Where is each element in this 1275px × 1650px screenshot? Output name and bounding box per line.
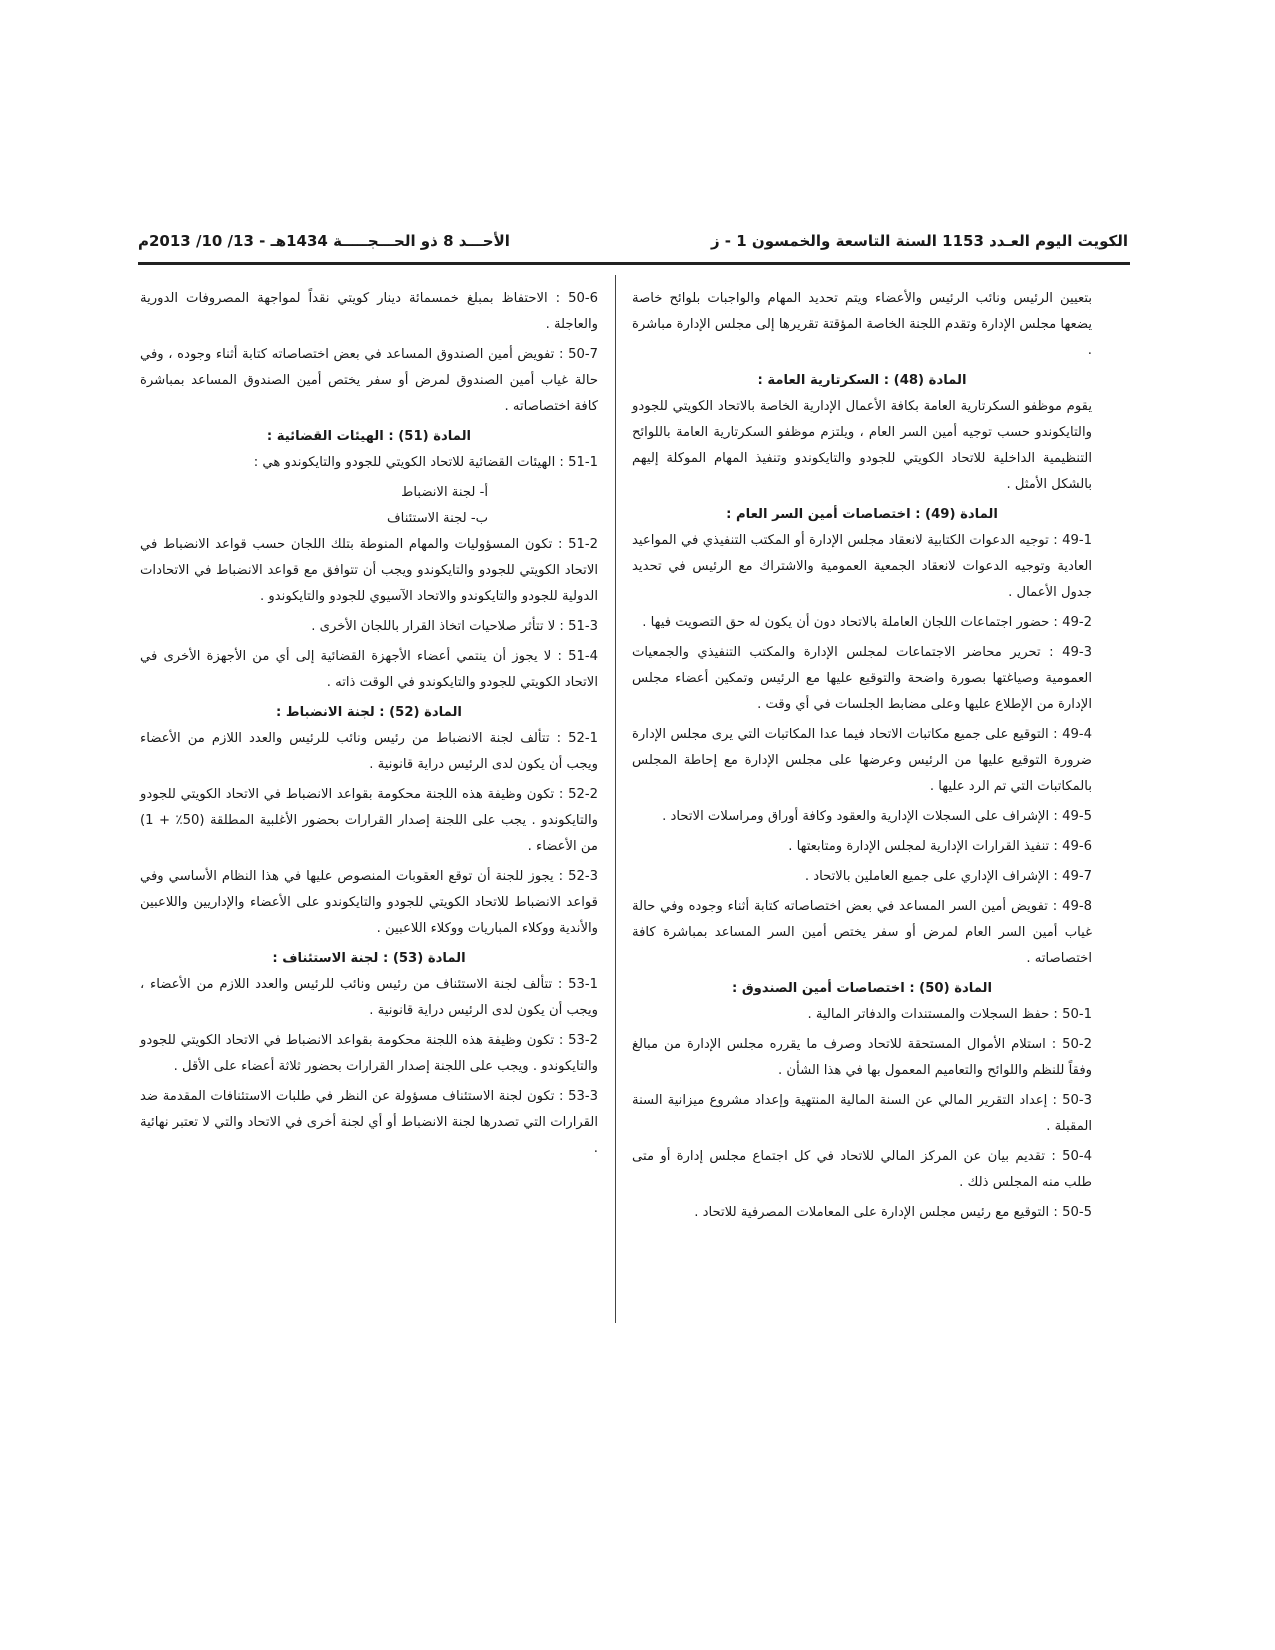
article-heading: المادة (48) : السكرتارية العامة : bbox=[757, 373, 967, 388]
clause-paragraph: 49-2 : حضور اجتماعات اللجان العاملة بالاتحاد دون أن يكون له حق التصويت فيها . bbox=[642, 615, 1092, 630]
left-column bbox=[140, 286, 598, 1166]
article-heading: المادة (52) : لجنة الانضباط : bbox=[276, 705, 462, 720]
clause-paragraph: 53-1 : تتألف لجنة الاستئناف من رئيس ونائب للرئيس والعدد اللازم من الأعضاء ، ويجب أن يكون لدى الرئيس دراية قانونية . bbox=[140, 977, 598, 1018]
clause-paragraph: يقوم موظفو السكرتارية العامة بكافة الأعمال الإدارية الخاصة بالاتحاد الكويتي للجودو والتايكوندو حسب توجيه أمين السر العام ، ويلتزم موظفو السكرتارية العامة باللوائح التنظيمية الداخلية للاتحاد الكويتي للجودو والتايكوندو وتنفيذ المهام الموكلة إليهم بالشكل الأمثل . bbox=[632, 399, 1092, 492]
clause-paragraph: 52-3 : يجوز للجنة أن توقع العقوبات المنصوص عليها في هذا النظام الأساسي وفي قواعد الانضباط للاتحاد الكويتي للجودو والتايكوندو على الأعضاء والإداريين واللاعبين والأندية ووكلاء المباريات ووكلاء اللاعبين . bbox=[140, 869, 598, 936]
clause-paragraph: 49-6 : تنفيذ القرارات الإدارية لمجلس الإدارة ومتابعتها . bbox=[788, 839, 1092, 854]
clause-paragraph: 50-2 : استلام الأموال المستحقة للاتحاد وصرف ما يقرره مجلس الإدارة من مبالغ وفقاً للنظم واللوائح والتعاميم المعمول بها في هذا الشأن . bbox=[632, 1037, 1092, 1078]
clause-paragraph: 50-5 : التوقيع مع رئيس مجلس الإدارة على المعاملات المصرفية للاتحاد . bbox=[694, 1205, 1092, 1220]
clause-paragraph: 49-5 : الإشراف على السجلات الإدارية والعقود وكافة أوراق ومراسلات الاتحاد . bbox=[662, 809, 1092, 824]
clause-paragraph: 50-1 : حفظ السجلات والمستندات والدفاتر المالية . bbox=[807, 1007, 1092, 1022]
clause-paragraph: 49-7 : الإشراف الإداري على جميع العاملين بالاتحاد . bbox=[804, 869, 1092, 884]
header-issue-info: الكويت اليوم العـدد 1153 السنة التاسعة والخمسون 1 - ز bbox=[710, 232, 1128, 250]
list-item: أ- لجنة الانضباط bbox=[401, 485, 488, 500]
clause-paragraph: 49-3 : تحرير محاضر الاجتماعات لمجلس الإدارة والمكتب التنفيذي والجمعيات العمومية وصياغتها بصورة واضحة والتوقيع عليها مع الرئيس وتمكين أعضاء مجلس الإدارة من الإطلاع عليها وعلى مضابط الجلسات في أي وقت . bbox=[632, 645, 1092, 712]
header-divider bbox=[138, 262, 1130, 265]
clause-paragraph: بتعيين الرئيس ونائب الرئيس والأعضاء ويتم تحديد المهام والواجبات بلوائح خاصة يضعها مجلس الإدارة وتقدم اللجنة الخاصة المؤقتة تقريرها إلى مجلس الإدارة مباشرة . bbox=[632, 291, 1092, 358]
clause-paragraph: 49-1 : توجيه الدعوات الكتابية لانعقاد مجلس الإدارة أو المكتب التنفيذي في المواعيد العادية وتوجيه الدعوات لانعقاد الجمعية العمومية والاشتراك مع الرئيس في تحديد جدول الأعمال . bbox=[632, 533, 1092, 600]
clause-paragraph: 52-2 : تكون وظيفة هذه اللجنة محكومة بقواعد الانضباط في الاتحاد الكويتي للجودو والتايكوندو . يجب على اللجنة إصدار القرارات بحضور الأغلبية المطلقة (50٪ + 1) من الأعضاء . bbox=[140, 787, 598, 854]
clause-paragraph: 50-4 : تقديم بيان عن المركز المالي للاتحاد في كل اجتماع مجلس إدارة أو متى طلب منه المجلس ذلك . bbox=[632, 1149, 1092, 1190]
article-heading: المادة (50) : اختصاصات أمين الصندوق : bbox=[731, 981, 993, 996]
clause-paragraph: 50-7 : تفويض أمين الصندوق المساعد في بعض اختصاصاته كتابة أثناء وجوده ، وفي حالة غياب أمين الصندوق لمرض أو سفر يختص أمين الصندوق المساعد بمباشرة كافة اختصاصاته . bbox=[140, 347, 598, 414]
list-item: ب- لجنة الاستئناف bbox=[387, 511, 488, 526]
column-divider bbox=[615, 275, 616, 1323]
clause-paragraph: 51-1 : الهيئات القضائية للاتحاد الكويتي للجودو والتايكوندو هي : bbox=[253, 455, 598, 470]
clause-paragraph: 52-1 : تتألف لجنة الانضباط من رئيس ونائب للرئيس والعدد اللازم من الأعضاء ويجب أن يكون لدى الرئيس دراية قانونية . bbox=[140, 731, 598, 772]
right-column bbox=[632, 286, 1092, 1230]
clause-paragraph: 53-2 : تكون وظيفة هذه اللجنة محكومة بقواعد الانضباط في الاتحاد الكويتي للجودو والتايكوندو . ويجب على اللجنة إصدار القرارات بحضور ثلاثة أعضاء على الأقل . bbox=[140, 1033, 598, 1074]
clause-paragraph: 51-4 : لا يجوز أن ينتمي أعضاء الأجهزة القضائية إلى أي من الأجهزة الأخرى في الاتحاد الكويتي للجودو والتايكوندو في الوقت ذاته . bbox=[140, 649, 598, 690]
clause-paragraph: 50-6 : الاحتفاظ بمبلغ خمسمائة دينار كويتي نقداً لمواجهة المصروفات الدورية والعاجلة . bbox=[140, 291, 598, 332]
article-heading: المادة (51) : الهيئات القضائية : bbox=[266, 429, 472, 444]
clause-paragraph: 51-2 : تكون المسؤوليات والمهام المنوطة بتلك اللجان حسب قواعد الانضباط في الاتحاد الكويتي للجودو والتايكوندو ويجب أن تتوافق مع قواعد الانضباط في الاتحادات الدولية للجودو والتايكوندو والاتحاد الآسيوي للجودو والتايكوندو . bbox=[140, 537, 598, 604]
header-date: الأحـــد 8 ذو الحـــجـــــة 1434هـ - 13/ 10/ 2013م bbox=[138, 232, 510, 250]
page-header bbox=[138, 232, 1128, 258]
clause-paragraph: 49-4 : التوقيع على جميع مكاتبات الاتحاد فيما عدا المكاتبات التي يرى مجلس الإدارة ضرورة التوقيع عليها من الرئيس وعرضها على مجلس الإدارة مع إحاطة المجلس بالمكاتبات التي تم الرد عليها . bbox=[632, 727, 1092, 794]
clause-paragraph: 49-8 : تفويض أمين السر المساعد في بعض اختصاصاته كتابة أثناء وجوده وفي حالة غياب أمين السر العام لمرض أو سفر يختص أمين السر المساعد بمباشرة كافة اختصاصاته . bbox=[632, 899, 1092, 966]
article-heading: المادة (53) : لجنة الاستئناف : bbox=[272, 951, 466, 966]
clause-paragraph: 51-3 : لا تتأثر صلاحيات اتخاذ القرار باللجان الأخرى . bbox=[311, 619, 598, 634]
clause-paragraph: 53-3 : تكون لجنة الاستئناف مسؤولة عن النظر في طلبات الاستئنافات المقدمة ضد القرارات التي تصدرها لجنة الانضباط أو أي لجنة أخرى في الاتحاد والتي لا تعتبر نهائية . bbox=[140, 1089, 598, 1156]
clause-paragraph: 50-3 : إعداد التقرير المالي عن السنة المالية المنتهية وإعداد مشروع ميزانية السنة المقبلة . bbox=[632, 1093, 1092, 1134]
article-heading: المادة (49) : اختصاصات أمين السر العام : bbox=[726, 507, 998, 522]
